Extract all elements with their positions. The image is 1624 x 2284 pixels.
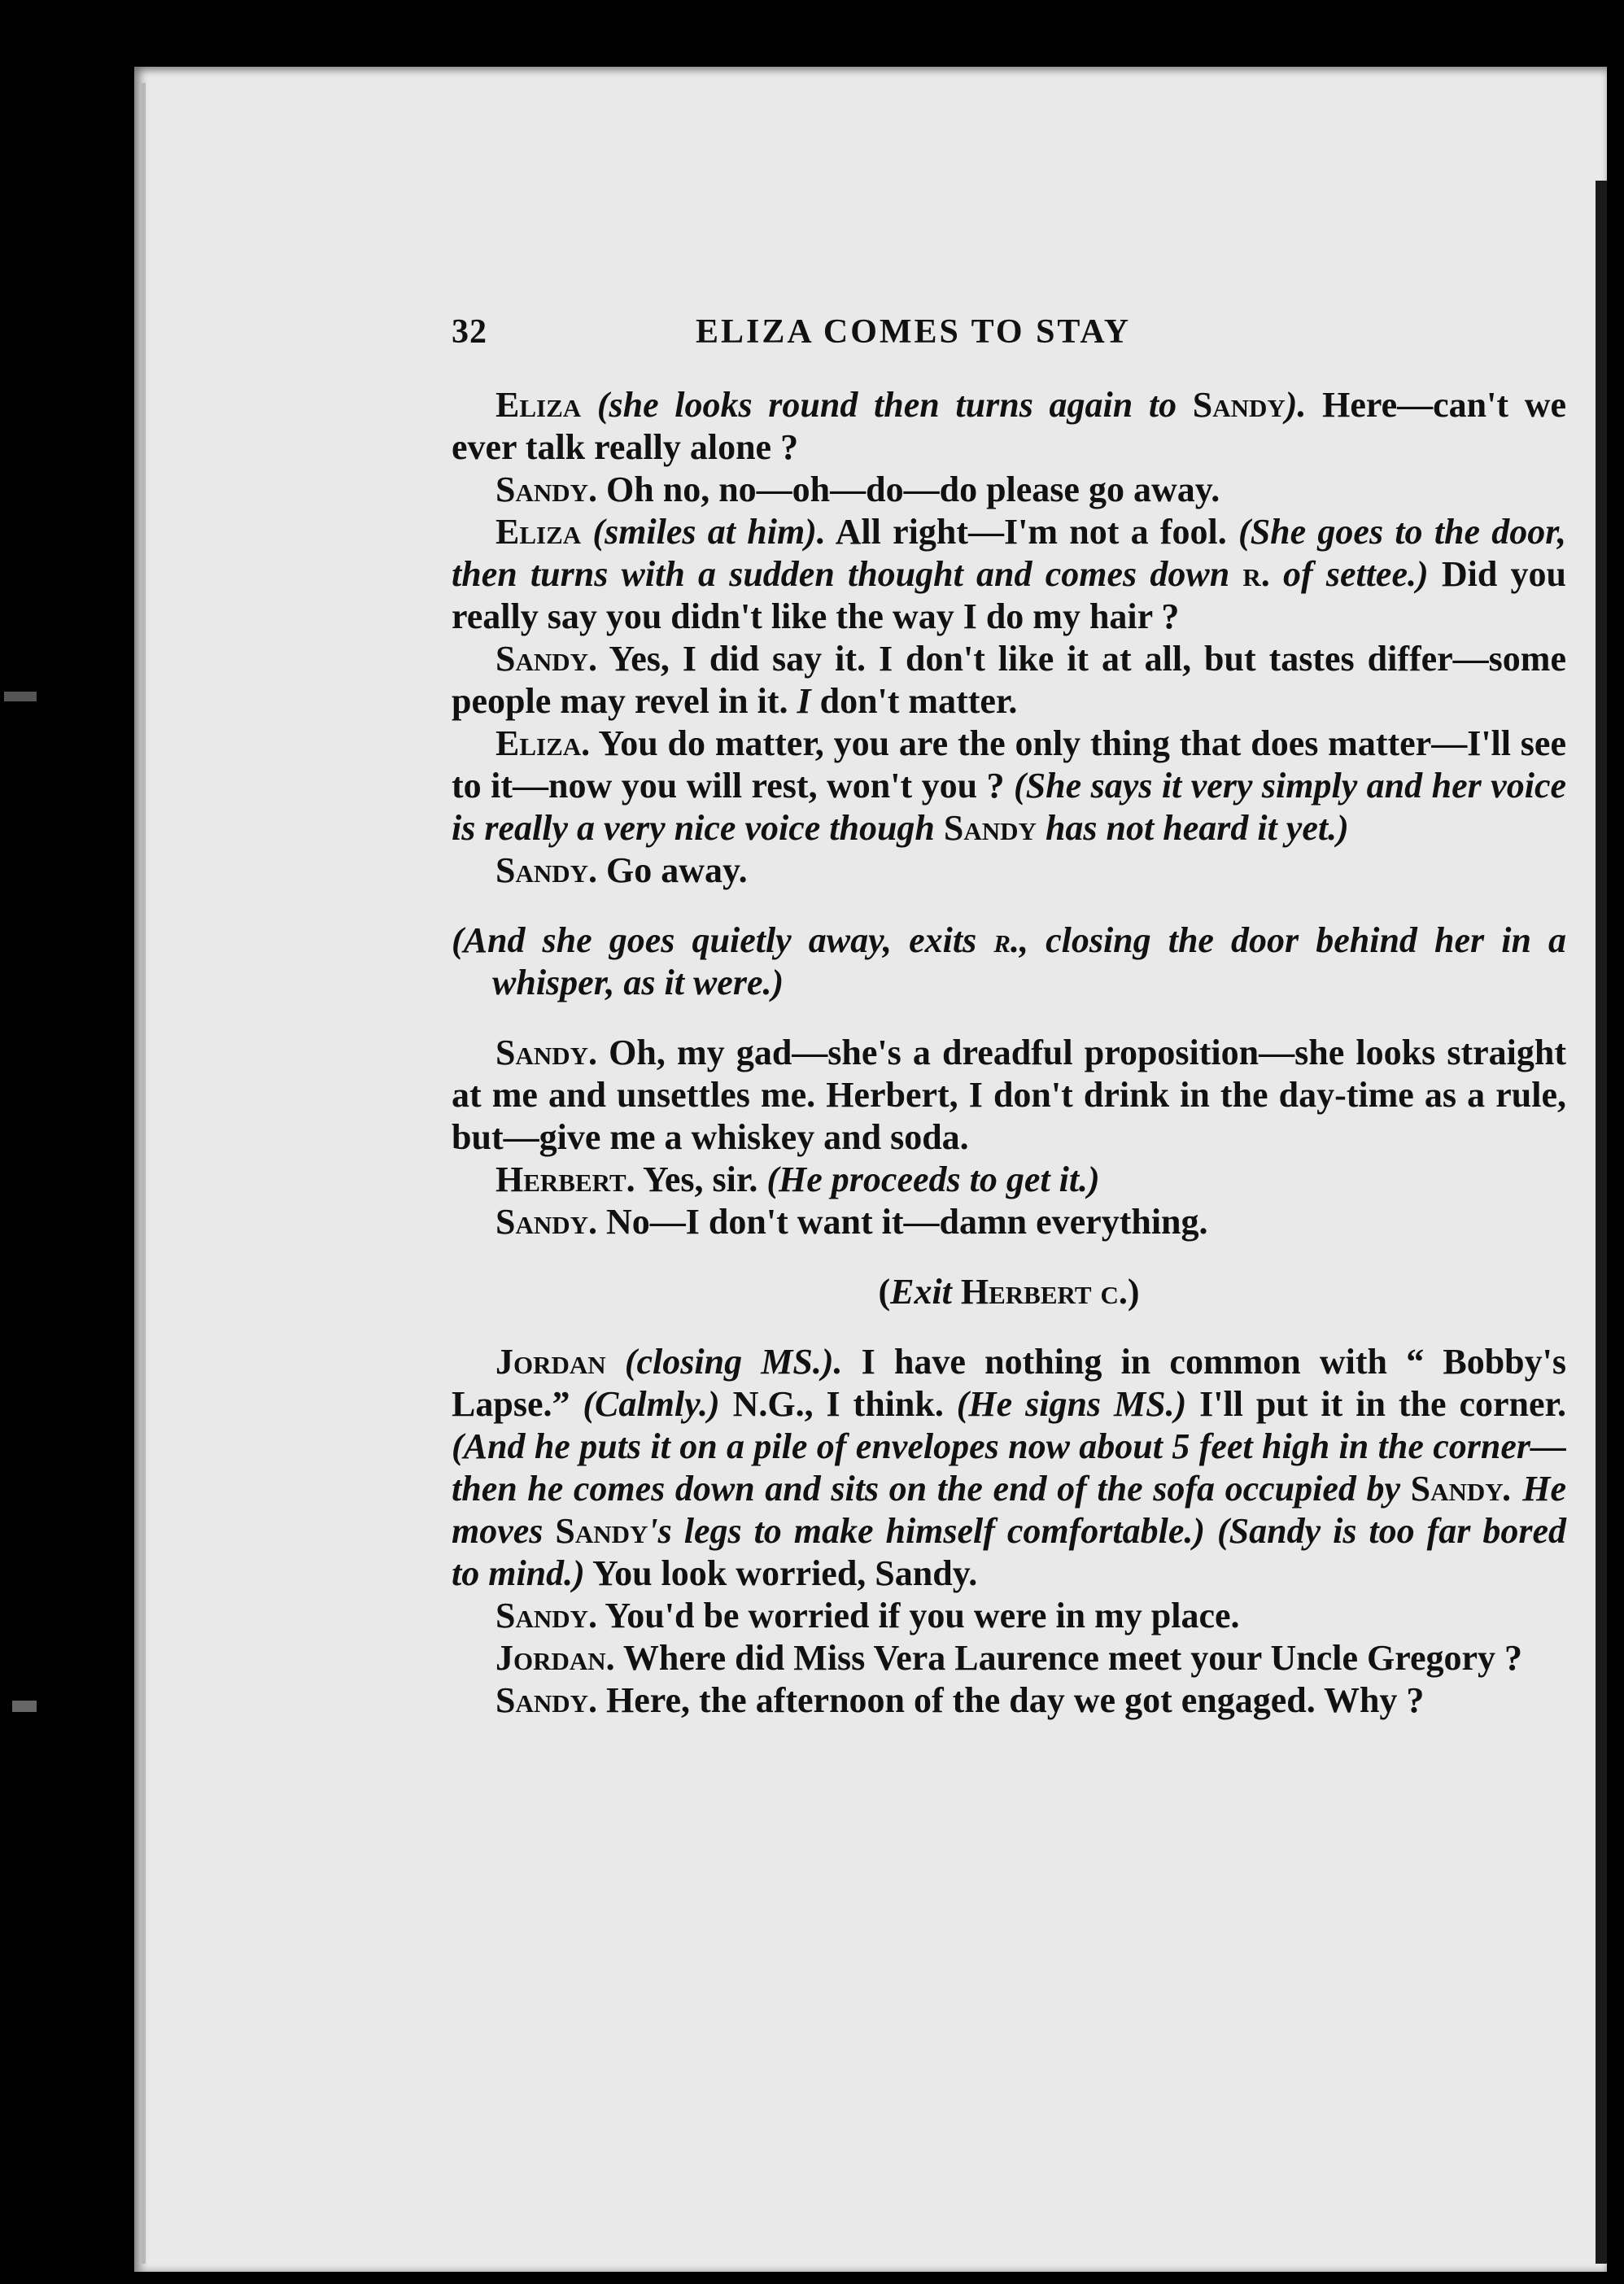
- page-number: 32: [452, 313, 487, 351]
- scan-mark: [4, 692, 37, 701]
- spoken-text: I have nothing in common with “ Bobby's Lapse.”: [452, 1342, 1566, 1424]
- speaker-name: Sandy: [495, 1202, 589, 1242]
- spoken-text: Did you really say you didn't like the way I do my hair ?: [452, 554, 1566, 636]
- spoken-text: . Here, the afternoon of the day we got engaged. Why ?: [588, 1680, 1425, 1720]
- spoken-text: (: [878, 1272, 891, 1312]
- direction-text: I: [797, 681, 811, 721]
- spoken-text: . Where did Miss Vera Laurence meet your Uncle Gregory ?: [605, 1638, 1523, 1678]
- spoken-text: Here—can't we ever talk really alone ?: [452, 385, 1566, 467]
- spoken-text: . You do matter, you are the only thing that does matter—I'll see to it—now you will rest, won't you ?: [452, 723, 1566, 806]
- spoken-text: . You'd be worried if you were in my place.: [588, 1596, 1240, 1635]
- direction-text: (closing MS.).: [605, 1342, 843, 1382]
- spoken-text: . Yes, sir.: [626, 1159, 767, 1199]
- speaker-name: Eliza: [495, 723, 582, 763]
- character-name: r.: [1242, 554, 1270, 594]
- character-name: c.: [1100, 1272, 1128, 1312]
- dialogue-line: [452, 511, 1566, 638]
- character-name: Sandy: [1192, 385, 1286, 425]
- spoken-text: ): [1127, 1272, 1140, 1312]
- dialogue-line: [452, 849, 1566, 892]
- dialogue-line: [452, 1595, 1566, 1637]
- exit-direction: [452, 1271, 1566, 1313]
- character-name: r.: [993, 920, 1019, 960]
- speaker-name: Eliza: [495, 385, 582, 425]
- direction-text: (smiles at him).: [581, 512, 826, 552]
- direction-text: (He signs MS.): [956, 1384, 1187, 1424]
- dialogue-line: [452, 638, 1566, 723]
- direction-text: has not heard it yet.): [1036, 808, 1349, 848]
- direction-text: (He proceeds to get it.): [766, 1159, 1100, 1199]
- speaker-name: Sandy: [495, 850, 589, 890]
- character-name: Sandy: [943, 808, 1037, 848]
- dialogue-line: [452, 1159, 1566, 1201]
- speaker-name: Sandy: [495, 1680, 589, 1720]
- speaker-name: Sandy: [495, 1033, 589, 1072]
- direction-text: (And he puts it on a pile of envelopes now about 5 feet high in the corner—then he comes down and sits on the end of the sofa occupied by: [452, 1426, 1566, 1509]
- character-name: Sandy: [555, 1511, 648, 1551]
- script-body: [452, 384, 1566, 1722]
- page-right-shadow: [1596, 181, 1607, 2264]
- spoken-text: All right—I'm not a fool.: [825, 512, 1239, 552]
- direction-text: (She says it very simply and her voice is really a very nice voice though: [452, 766, 1566, 848]
- spoken-text: . Yes, I did say it. I don't like it at all, but tastes differ—some people may revel in it.: [452, 639, 1566, 721]
- stage-direction: [452, 919, 1566, 1004]
- spoken-text: You look worried, Sandy.: [584, 1553, 978, 1593]
- speaker-name: Jordan: [495, 1638, 606, 1678]
- character-name: Sandy: [1410, 1469, 1504, 1509]
- spoken-text: N.G., I think.: [719, 1384, 957, 1424]
- scan-mark: [12, 1701, 37, 1712]
- direction-text: , closing the door behind her in a whisper, as it were.): [492, 920, 1566, 1002]
- character-name: Herbert: [960, 1272, 1092, 1312]
- dialogue-line: [452, 1201, 1566, 1243]
- dialogue-line: [452, 1679, 1566, 1722]
- direction-text: ).: [1285, 385, 1307, 425]
- speaker-name: Sandy: [495, 639, 589, 679]
- dialogue-line: [452, 1032, 1566, 1159]
- speaker-name: Eliza: [495, 512, 582, 552]
- spoken-text: I'll put it in the corner.: [1186, 1384, 1566, 1424]
- speaker-name: Herbert: [495, 1159, 626, 1199]
- spoken-text: . No—I don't want it—damn everything.: [588, 1202, 1208, 1242]
- spoken-text: . Oh no, no—oh—do—do please go away.: [588, 469, 1220, 509]
- spoken-text: [1092, 1272, 1101, 1312]
- spoken-text: don't matter.: [810, 681, 1018, 721]
- page-text-block: [452, 311, 1566, 1722]
- spoken-text: . Go away.: [588, 850, 748, 890]
- direction-text: (She goes to the door, then turns with a sudden thought and comes down: [452, 512, 1566, 594]
- direction-text: Exit: [890, 1272, 952, 1312]
- spoken-text: [952, 1272, 961, 1312]
- running-header: [452, 311, 1566, 353]
- spoken-text: . Oh, my gad—she's a dreadful proposition—she looks straight at me and unsettles me. Herbert, I don't drink in the day-time as a rule, but—give me a whiskey and soda.: [452, 1033, 1566, 1157]
- page-binding-edge: [141, 83, 146, 2264]
- speaker-name: Sandy: [495, 1596, 589, 1635]
- dialogue-line: [452, 469, 1566, 511]
- direction-text: (And she goes quietly away, exits: [452, 920, 994, 960]
- direction-text: (she looks round then turns again to: [581, 385, 1193, 425]
- running-title: ELIZA COMES TO STAY: [696, 313, 1132, 351]
- dialogue-line: [452, 1637, 1566, 1679]
- dialogue-line: [452, 723, 1566, 849]
- speaker-name: Jordan: [495, 1342, 606, 1382]
- book-page: [134, 67, 1607, 2272]
- direction-text: (Calmly.): [583, 1384, 720, 1424]
- speaker-name: Sandy: [495, 469, 589, 509]
- direction-text: . He moves: [452, 1469, 1566, 1551]
- direction-text: of settee.): [1269, 554, 1429, 594]
- direction-text: 's legs to make himself comfortable.) (Sandy is too far bored to mind.): [452, 1511, 1567, 1593]
- dialogue-line: [452, 1341, 1566, 1595]
- dialogue-line: [452, 384, 1566, 469]
